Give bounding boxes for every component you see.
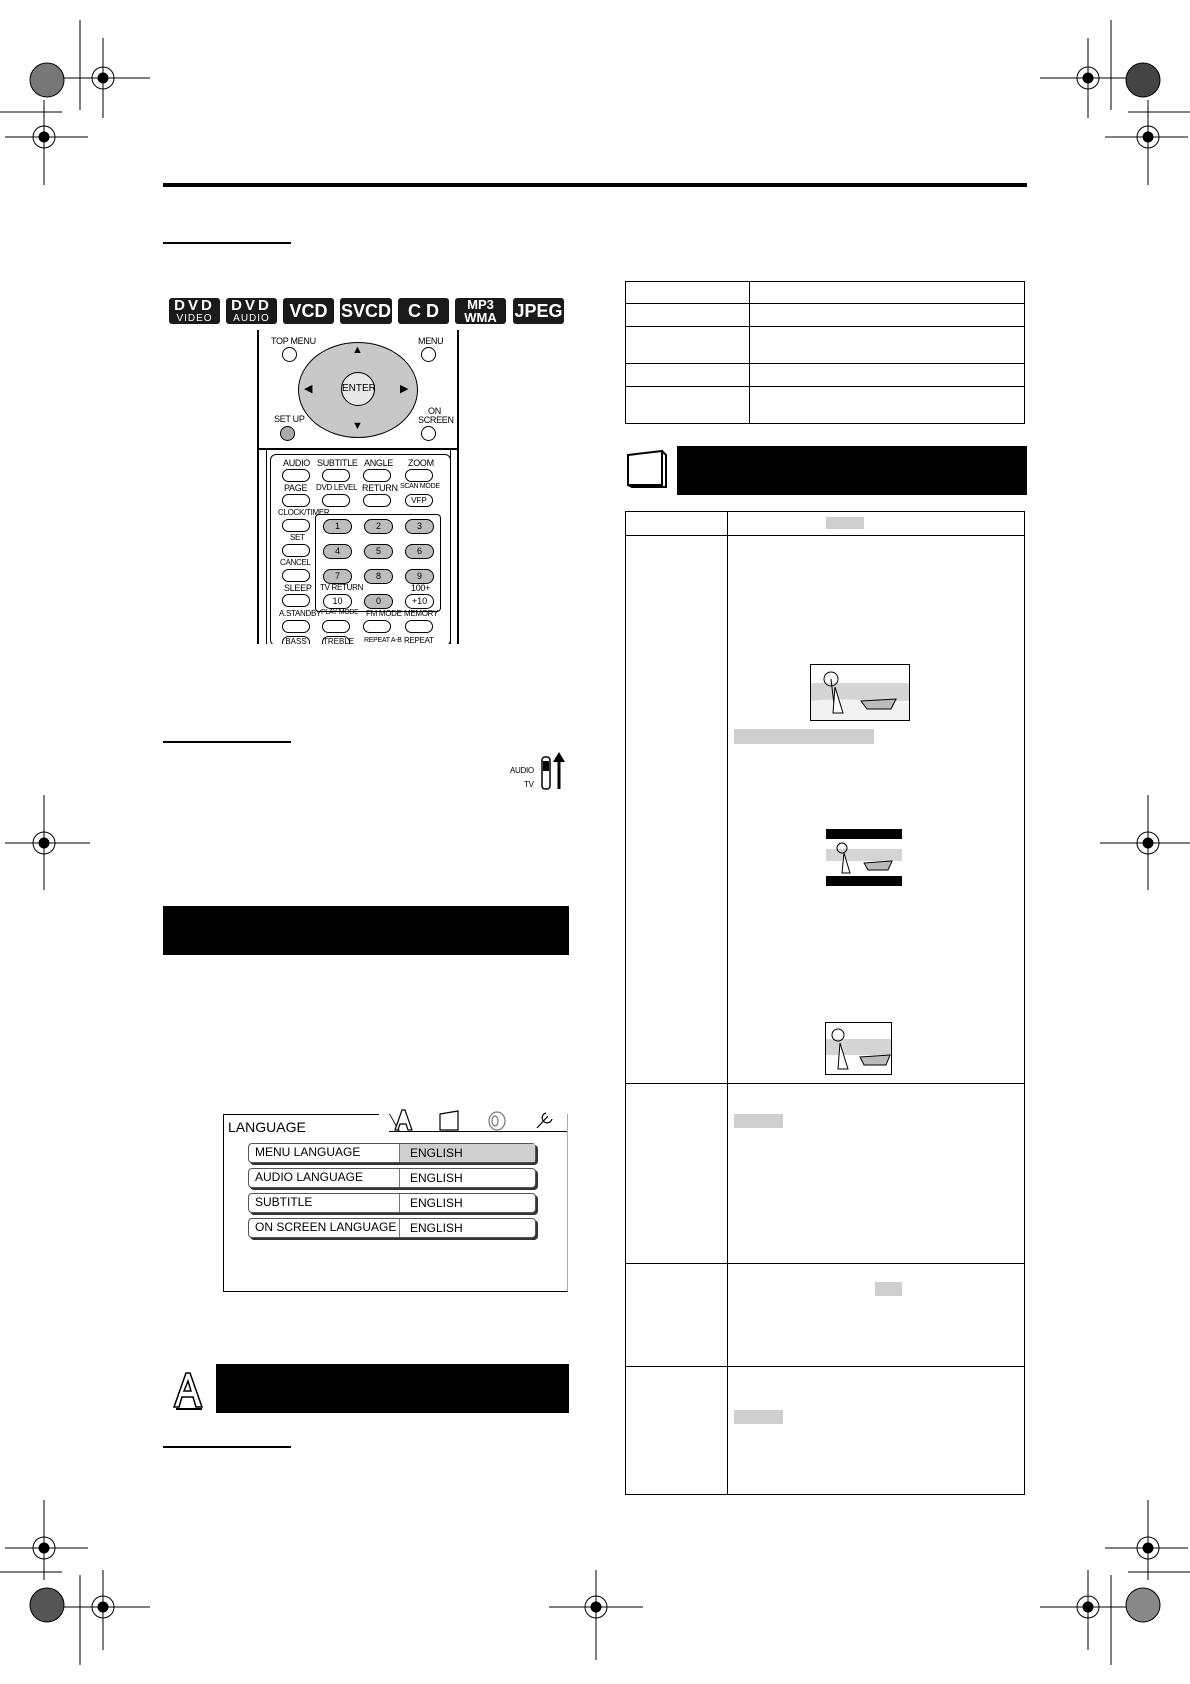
osd-audio-tab-icon[interactable] bbox=[485, 1108, 509, 1132]
osd-language-screen bbox=[223, 1108, 567, 1292]
osd-value-menu-language[interactable]: ENGLISH bbox=[399, 1144, 535, 1162]
osd-other-tab-icon[interactable] bbox=[533, 1108, 557, 1132]
fm-mode-label: FM MODE bbox=[366, 609, 402, 618]
zoom-button[interactable] bbox=[405, 469, 433, 482]
highlight-box-1 bbox=[826, 517, 864, 529]
zoom-label: ZOOM bbox=[408, 458, 434, 468]
top-menu-label: TOP MENU bbox=[271, 336, 316, 346]
page-label: PAGE bbox=[284, 483, 308, 493]
left-arrow-icon[interactable]: ◀ bbox=[304, 383, 313, 395]
osd-value-on-screen-language[interactable]: ENGLISH bbox=[399, 1219, 535, 1237]
key-6[interactable]: 6 bbox=[405, 544, 434, 559]
enter-button[interactable]: ENTER bbox=[341, 372, 375, 406]
osd-language-tab-icon[interactable] bbox=[392, 1108, 416, 1132]
on-screen-label-2: SCREEN bbox=[418, 415, 454, 425]
dvd-level-label: DVD LEVEL bbox=[316, 483, 358, 492]
clock-timer-button[interactable] bbox=[282, 519, 310, 532]
key-0[interactable]: 0 bbox=[364, 594, 393, 609]
badge-dvd-video: DVD VIDEO bbox=[169, 298, 220, 324]
repeat-label: REPEAT bbox=[404, 636, 434, 644]
play-mode-button[interactable] bbox=[322, 620, 350, 633]
fm-mode-button[interactable] bbox=[363, 620, 391, 633]
down-arrow-icon[interactable]: ▼ bbox=[352, 420, 363, 432]
highlight-box-3 bbox=[734, 1114, 783, 1128]
a-standby-label: A.STANDBY bbox=[279, 609, 322, 618]
on-screen-button[interactable] bbox=[421, 426, 436, 441]
section-rule-2 bbox=[163, 741, 291, 743]
right-main-table bbox=[625, 511, 1025, 1495]
cancel-button[interactable] bbox=[282, 569, 310, 582]
set-label: SET bbox=[290, 533, 305, 542]
repeat-ab-label: REPEAT A-B bbox=[364, 637, 402, 644]
menu-label: MENU bbox=[418, 336, 444, 346]
setup-label: SET UP bbox=[274, 414, 305, 424]
return-button[interactable] bbox=[363, 494, 391, 507]
key-3[interactable]: 3 bbox=[405, 519, 434, 534]
key-1[interactable]: 1 bbox=[323, 519, 352, 534]
badge-jpeg: JPEG bbox=[513, 298, 564, 324]
badge-dvd-audio: DVD AUDIO bbox=[226, 298, 277, 324]
osd-value-audio-language[interactable]: ENGLISH bbox=[399, 1169, 535, 1187]
osd-title: LANGUAGE bbox=[228, 1119, 306, 1135]
badge-svcd: SVCD bbox=[340, 298, 392, 324]
key-7[interactable]: 7 bbox=[323, 569, 352, 584]
angle-label: ANGLE bbox=[364, 458, 394, 468]
clock-timer-label: CLOCK/TIMER bbox=[278, 508, 330, 517]
memory-label: MEMORY bbox=[404, 609, 439, 618]
key-10[interactable]: 10 bbox=[323, 594, 352, 609]
treble-button[interactable]: TREBLE bbox=[322, 636, 350, 644]
audio-tv-switch-icon: AUDIO TV bbox=[510, 751, 566, 791]
key-8[interactable]: 8 bbox=[364, 569, 393, 584]
set-button[interactable] bbox=[282, 544, 310, 557]
dvd-level-button[interactable] bbox=[322, 494, 350, 507]
vfp-button[interactable]: VFP bbox=[405, 494, 433, 507]
key-plus10[interactable]: +10 bbox=[405, 594, 434, 609]
tv-return-label: TV RETURN bbox=[320, 583, 364, 592]
osd-row-subtitle[interactable]: SUBTITLE ENGLISH bbox=[248, 1193, 536, 1213]
scan-mode-label: SCAN MODE bbox=[400, 483, 440, 490]
section-rule-3 bbox=[163, 1446, 291, 1448]
osd-row-audio-language[interactable]: AUDIO LANGUAGE ENGLISH bbox=[248, 1168, 536, 1188]
sleep-label: SLEEP bbox=[284, 583, 312, 593]
subtitle-label: SUBTITLE bbox=[317, 458, 358, 468]
osd-value-subtitle[interactable]: ENGLISH bbox=[399, 1194, 535, 1212]
a-standby-button[interactable] bbox=[282, 620, 310, 633]
key-2[interactable]: 2 bbox=[364, 519, 393, 534]
key-5[interactable]: 5 bbox=[364, 544, 393, 559]
right-top-table bbox=[625, 281, 1025, 424]
audio-button[interactable] bbox=[282, 469, 310, 482]
setup-button[interactable] bbox=[280, 426, 295, 441]
key-4[interactable]: 4 bbox=[323, 544, 352, 559]
on-screen-label-1: ON bbox=[428, 406, 441, 416]
language-icon bbox=[168, 1369, 206, 1411]
beach-image-letterbox bbox=[826, 829, 902, 886]
badge-mp3-wma: MP3 WMA bbox=[455, 298, 506, 324]
up-arrow-icon[interactable]: ▲ bbox=[352, 344, 363, 356]
section-rule-1 bbox=[163, 242, 291, 244]
header-rule bbox=[163, 183, 1027, 187]
audio-label: AUDIO bbox=[283, 458, 311, 468]
section-header-bar-1 bbox=[163, 906, 569, 955]
right-arrow-icon[interactable]: ▶ bbox=[400, 383, 409, 395]
osd-row-on-screen-language[interactable]: ON SCREEN LANGUAGE ENGLISH bbox=[248, 1218, 536, 1238]
play-mode-label: PLAY MODE bbox=[321, 609, 359, 616]
picture-icon bbox=[624, 447, 668, 489]
plus100-label: 100+ bbox=[411, 583, 431, 593]
badge-cd: C D bbox=[398, 298, 449, 324]
sleep-button[interactable] bbox=[282, 594, 310, 607]
memory-button[interactable] bbox=[405, 620, 433, 633]
beach-image-panscan bbox=[825, 1022, 892, 1075]
osd-picture-tab-icon[interactable] bbox=[438, 1108, 462, 1132]
beach-image-wide bbox=[810, 664, 910, 721]
badge-vcd: VCD bbox=[283, 298, 334, 324]
remote-control bbox=[254, 330, 464, 644]
page-button[interactable] bbox=[282, 494, 310, 507]
section-header-bar-2 bbox=[216, 1364, 569, 1413]
return-label: RETURN bbox=[362, 483, 398, 493]
cancel-label: CANCEL bbox=[280, 558, 311, 567]
top-menu-button[interactable] bbox=[282, 347, 297, 362]
key-9[interactable]: 9 bbox=[405, 569, 434, 584]
subtitle-button[interactable] bbox=[322, 469, 350, 482]
highlight-box-5 bbox=[734, 1410, 783, 1424]
highlight-box-4 bbox=[875, 1282, 902, 1296]
angle-button[interactable] bbox=[363, 469, 391, 482]
bass-button[interactable]: BASS bbox=[282, 636, 310, 644]
menu-button[interactable] bbox=[421, 347, 436, 362]
osd-row-menu-language[interactable]: MENU LANGUAGE ENGLISH bbox=[248, 1143, 536, 1163]
section-header-bar-3 bbox=[677, 446, 1027, 495]
highlight-box-2 bbox=[734, 729, 874, 744]
